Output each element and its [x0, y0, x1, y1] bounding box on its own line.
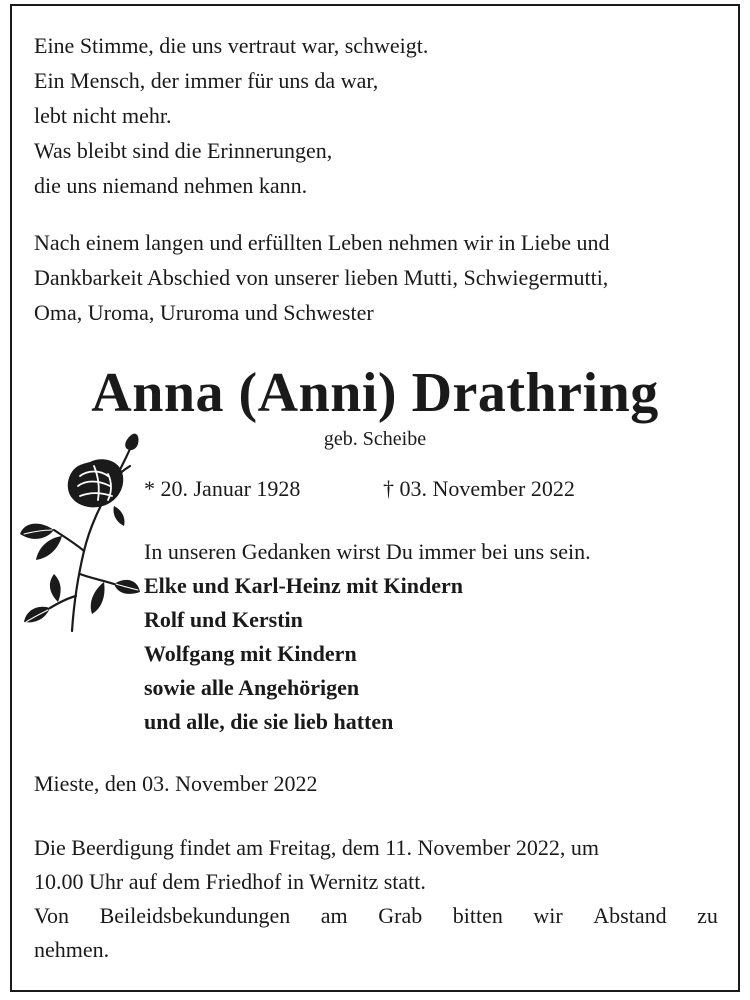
intro-line: Nach einem langen und erfüllten Leben nehmen wir in Liebe und [34, 230, 610, 255]
intro-line: Dankbarkeit Abschied von unserer lieben Mutti, Schwiegermutti, [34, 265, 609, 290]
maiden-name: geb. Scheibe [323, 428, 427, 450]
funeral-line: nehmen. [34, 937, 110, 962]
deceased-name: Anna (Anni) Drathring [91, 362, 659, 424]
mourner-entry: Rolf und Kerstin [144, 607, 303, 632]
word: Beileidsbekundungen [99, 903, 291, 928]
poem [34, 28, 428, 203]
word: Abstand [593, 903, 667, 928]
mourner-entry: Elke und Karl-Heinz mit Kindern [144, 573, 464, 598]
word: Von [34, 903, 70, 928]
funeral-line: Die Beerdigung findet am Freitag, dem 11. November 2022, um [34, 835, 599, 860]
condolence-line [34, 899, 718, 933]
rose-icon [18, 426, 140, 636]
birth-date: * 20. Januar 1928 [144, 476, 301, 501]
poem-line: Ein Mensch, der immer für uns da war, [34, 68, 379, 93]
mourner-entry: und alle, die sie lieb hatten [144, 709, 394, 734]
mourner-entry: Wolfgang mit Kindern [144, 641, 357, 666]
word: Grab [378, 903, 423, 928]
poem-line: Eine Stimme, die uns vertraut war, schweigt. [34, 33, 429, 58]
word: wir [533, 903, 563, 928]
word: bitten [452, 903, 503, 928]
mourners-list [144, 569, 463, 739]
intro-text [34, 225, 718, 330]
place-and-date: Mieste, den 03. November 2022 [34, 771, 318, 796]
intro-line: Oma, Uroma, Ururoma und Schwester [34, 300, 374, 325]
word: zu [697, 903, 718, 928]
death-date: † 03. November 2022 [383, 476, 575, 501]
mourner-entry: sowie alle Angehörigen [144, 675, 360, 700]
funeral-line: 10.00 Uhr auf dem Friedhof in Wernitz statt. [34, 869, 426, 894]
poem-line: Was bleibt sind die Erinnerungen, [34, 138, 333, 163]
poem-line: lebt nicht mehr. [34, 103, 172, 128]
remembrance-line: In unseren Gedanken wirst Du immer bei uns sein. [144, 539, 591, 564]
word: am [320, 903, 348, 928]
poem-line: die uns niemand nehmen kann. [34, 173, 308, 198]
funeral-notice [34, 831, 718, 967]
